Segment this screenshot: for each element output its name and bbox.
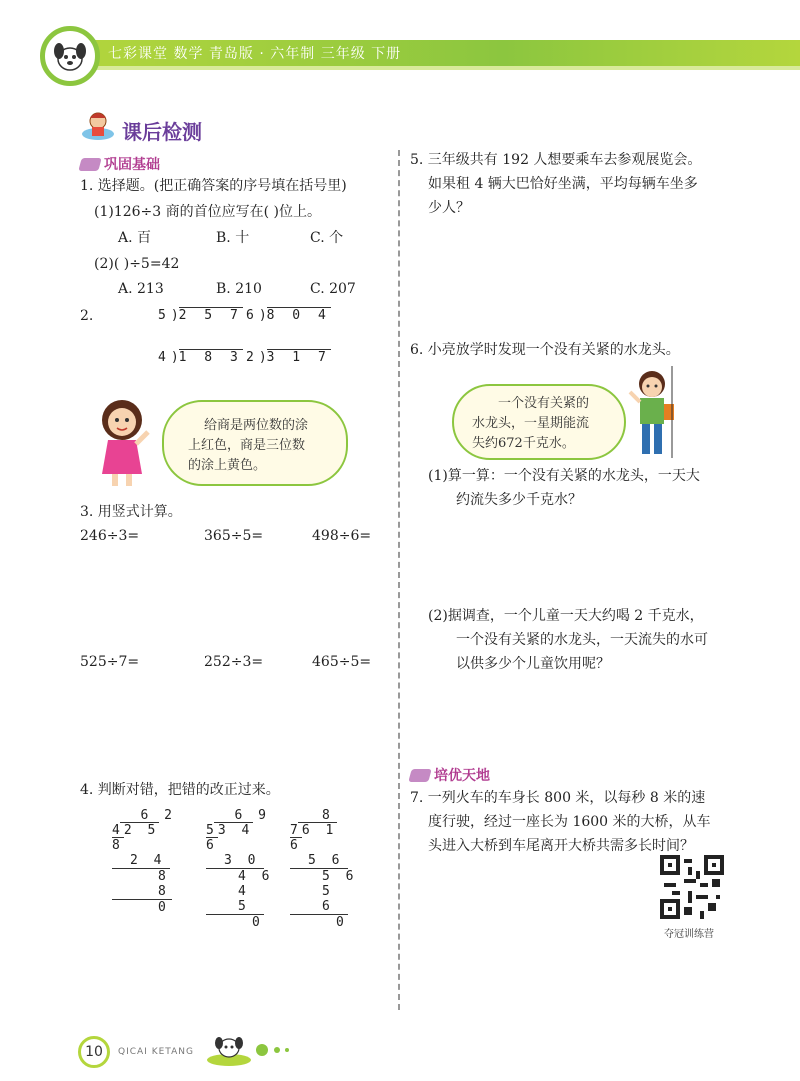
q3-expr: 252÷3= [204,654,264,670]
q6-bubble-line-3: 失约672千克水。 [472,436,575,451]
q1-part1-option-a: A. 百 [118,230,152,246]
brand-text: QICAI KETANG [118,1047,194,1057]
q6-part1-line-2: 约流失多少千克水？ [456,492,582,508]
q5-line-3: 少人？ [428,200,470,216]
q2-hint-line-1: 给商是两位数的涂 [204,418,309,433]
step: 3 0 [206,853,264,869]
q7-line-2: 度行驶，经过一座长为 1600 米的大桥，从车 [428,814,711,830]
q6-part1-line-1: (1)算一算：一个没有关紧的水龙头，一天大 [428,468,700,484]
divisor: 4 [158,350,171,365]
q6-bubble-line-2: 水龙头，一星期能流 [472,416,590,431]
divisor: 6 [246,308,259,323]
step: 0 [336,915,344,930]
q1-part1-option-c: C. 个 [310,230,344,246]
q1-part2: (2)( )÷5=42 [94,256,180,272]
q4-calc-2 [206,808,276,930]
q1-part2-option-a: A. 213 [118,281,164,297]
q1-part2-option-b: B. 210 [216,281,262,297]
q2-division-3: 4)1 8 3 [158,350,243,365]
footer-mascot-icon [204,1030,254,1070]
section-title: 课后检测 [122,120,202,144]
q6-part2-line-2: 一个没有关紧的水龙头，一天流失的水可 [456,632,708,648]
dividend: 2 5 7 [178,308,243,323]
qr-code-icon[interactable] [660,855,724,919]
q6-part2-line-3: 以供多少个儿童饮用呢？ [456,656,610,672]
subheading-basics: 巩固基础 [104,157,160,173]
q2-division-2: 6)8 0 4 [246,308,331,323]
divisor: 2 [246,350,259,365]
q2-division-1: 5)2 5 7 [158,308,243,323]
q6-part2-line-1: (2)据调查，一个儿童一天大约喝 2 千克水， [428,608,704,624]
q3-expr: 465÷5= [312,654,372,670]
q2-hint-line-2: 上红色，商是三位数 [188,438,306,453]
q5-line-2: 如果租 4 辆大巴恰好坐满，平均每辆车坐多 [428,176,698,192]
q3-expr: 246÷3= [80,528,140,544]
subheading-advanced: 培优天地 [434,768,490,784]
q3-stem: 3. 用竖式计算。 [80,504,182,520]
step: 8 [158,869,166,884]
q1-part1: (1)126÷3 商的首位应写在( )位上。 [94,204,322,220]
q1-stem: 1. 选择题。(把正确答案的序号填在括号里) [80,178,347,194]
footer-dot-medium [274,1047,280,1053]
qr-code-label: 夺冠训练营 [664,929,714,940]
q2-division-4: 2)3 1 7 [246,350,331,365]
step: 2 4 [112,853,170,869]
q7-line-3: 头进入大桥到车尾离开大桥共需多长时间？ [428,838,694,854]
step: 5 6 [290,853,348,869]
subheading-badge-icon [408,769,431,782]
dividend: 1 8 3 [178,350,243,365]
divisor: 5 [206,823,214,838]
step: 0 [252,915,260,930]
step: 4 5 [206,884,264,915]
header-stripe [60,66,800,70]
dividend: 8 0 4 [266,308,331,323]
step: 0 [158,900,166,915]
q2-number: 2. [80,308,94,324]
divisor: 4 [112,823,120,838]
quotient: 6 9 [234,808,270,823]
step: 8 [112,884,172,900]
q7-line-1: 7. 一列火车的车身长 800 米，以每秒 8 米的速 [410,790,706,806]
footer-dot-large [256,1044,268,1056]
divisor: 5 [158,308,171,323]
dividend: 2 5 8 [112,823,160,853]
dividend: 3 1 7 [266,350,331,365]
dividend: 6 1 6 [290,823,338,853]
q2-hint-line-3: 的涂上黄色。 [188,458,267,473]
step: 5 6 [322,869,358,884]
q4-stem: 4. 判断对错，把错的改正过来。 [80,782,280,798]
dividend: 3 4 6 [206,823,254,853]
q6-stem: 6. 小亮放学时发现一个没有关紧的水龙头。 [410,342,680,358]
q3-expr: 525÷7= [80,654,140,670]
mascot-icon [40,26,100,86]
q3-expr: 498÷6= [312,528,372,544]
header-title: 七彩课堂 数学 青岛版 · 六年制 三年级 下册 [108,46,402,62]
quotient: 6 2 [140,808,176,823]
subheading-badge-icon [78,158,101,171]
q1-part1-option-b: B. 十 [216,230,250,246]
q4-calc-1 [112,808,182,915]
step: 5 6 [290,884,348,915]
kid-icon [78,108,118,142]
divisor: 7 [290,823,298,838]
q3-expr: 365÷5= [204,528,264,544]
footer-dot-small [285,1048,289,1052]
step: 4 6 [238,869,274,884]
q1-part2-option-c: C. 207 [310,281,356,297]
quotient: 8 [322,808,330,823]
column-divider [398,150,400,1010]
q4-calc-3 [290,808,360,930]
boy-illustration-icon [628,366,678,466]
girl-illustration-icon [88,392,158,492]
q5-line-1: 5. 三年级共有 192 人想要乘车去参观展览会。 [410,152,702,168]
page-number: 10 [78,1036,110,1068]
q6-bubble-line-1: 一个没有关紧的 [498,396,590,411]
